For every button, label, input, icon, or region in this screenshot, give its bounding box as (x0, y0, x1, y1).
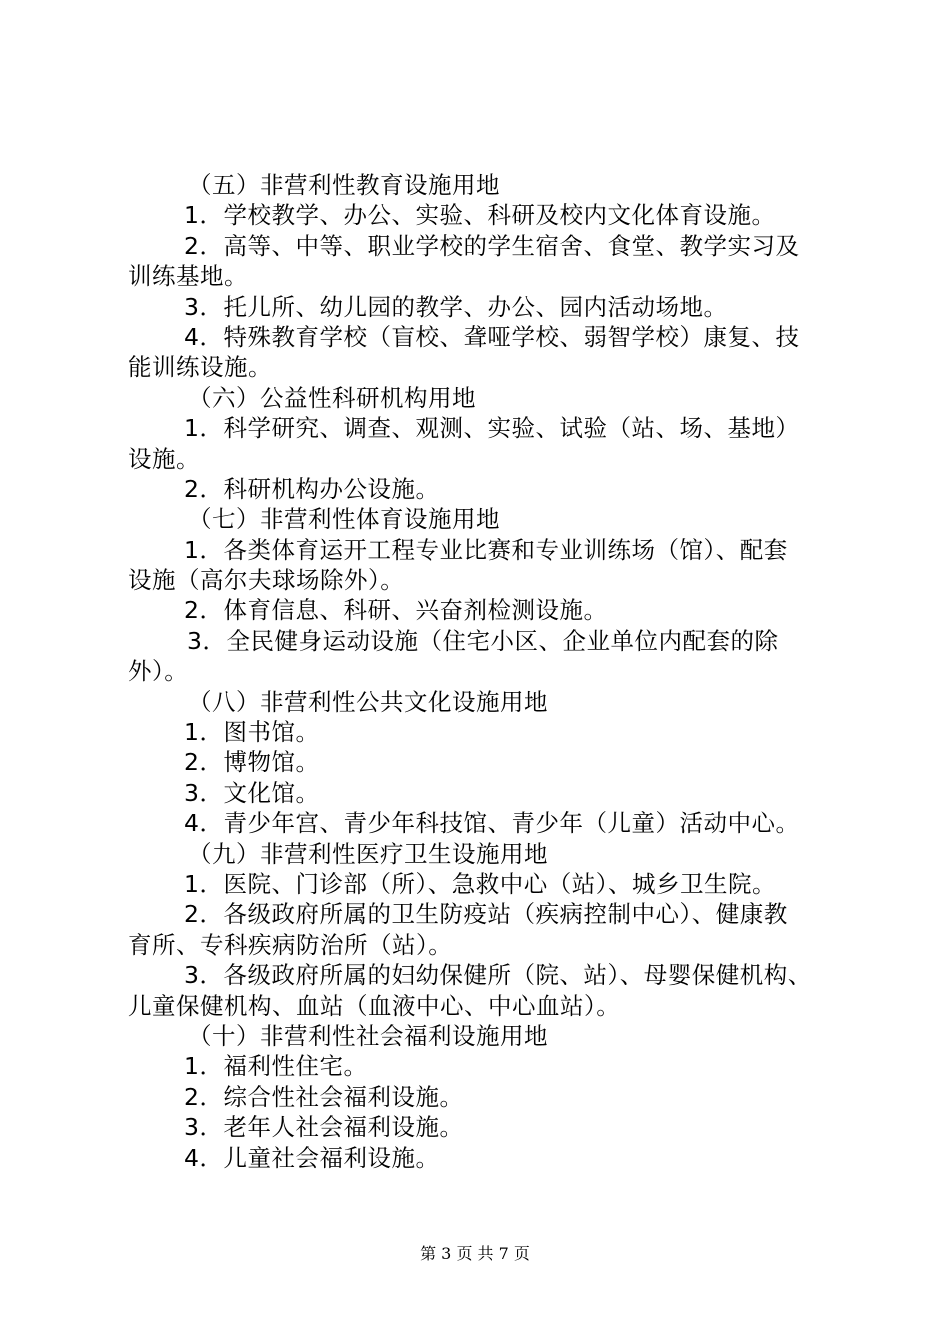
text-line: 2．体育信息、科研、兴奋剂检测设施。 (184, 596, 608, 625)
text-line: 2．各级政府所属的卫生防疫站（疾病控制中心）、健康教 (184, 900, 788, 929)
text-line: 育所、专科疾病防治所（站）。 (128, 930, 453, 959)
page-footer: 第 3 页 共 7 页 (420, 1244, 530, 1263)
text-line: 能训练设施。 (128, 353, 272, 382)
text-line: 3．各级政府所属的妇幼保健所（院、站）、母婴保健机构、 (184, 961, 812, 990)
text-line: （八）非营利性公共文化设施用地 (188, 687, 548, 716)
text-line: 4．青少年宫、青少年科技馆、青少年（儿童）活动中心。 (184, 809, 800, 838)
text-line: （五）非营利性教育设施用地 (188, 171, 500, 199)
text-line: 1．图书馆。 (184, 718, 320, 747)
document-body (128, 170, 838, 1173)
text-line: 训练基地。 (128, 262, 248, 291)
text-line: 设施（高尔夫球场除外）。 (128, 566, 405, 595)
text-line: 3．文化馆。 (184, 778, 320, 807)
text-line: （六）公益性科研机构用地 (188, 383, 476, 412)
text-line: 1．医院、门诊部（所）、急救中心（站）、城乡卫生院。 (184, 869, 776, 898)
text-line: （七）非营利性体育设施用地 (188, 505, 500, 534)
text-line: 1．科学研究、调查、观测、实验、试验（站、场、基地） (184, 414, 800, 443)
text-line: 2．高等、中等、职业学校的学生宿舍、食堂、教学实习及 (184, 231, 800, 260)
text-line: 3．全民健身运动设施（住宅小区、企业单位内配套的除 (187, 626, 779, 655)
text-line: 4．儿童社会福利设施。 (184, 1143, 440, 1172)
text-line: 设施。 (128, 444, 200, 473)
text-line: 儿童保健机构、血站（血液中心、中心血站）。 (128, 991, 621, 1020)
text-line: 1．福利性住宅。 (184, 1052, 368, 1081)
text-line: 2．综合性社会福利设施。 (184, 1082, 464, 1111)
text-line: 4．特殊教育学校（盲校、聋哑学校、弱智学校）康复、技 (184, 322, 800, 351)
text-line: 1．学校教学、办公、实验、科研及校内文化体育设施。 (184, 201, 776, 230)
text-line: （十）非营利性社会福利设施用地 (188, 1021, 548, 1050)
text-line: 3．老年人社会福利设施。 (184, 1113, 464, 1142)
text-line: 外）。 (128, 657, 189, 686)
text-line: 2．博物馆。 (184, 748, 320, 777)
text-line: （九）非营利性医疗卫生设施用地 (188, 839, 548, 868)
text-line: 1．各类体育运开工程专业比赛和专业训练场（馆）、配套 (184, 535, 788, 564)
text-line: 3．托儿所、幼儿园的教学、办公、园内活动场地。 (184, 292, 728, 321)
text-line: 2．科研机构办公设施。 (184, 474, 440, 503)
